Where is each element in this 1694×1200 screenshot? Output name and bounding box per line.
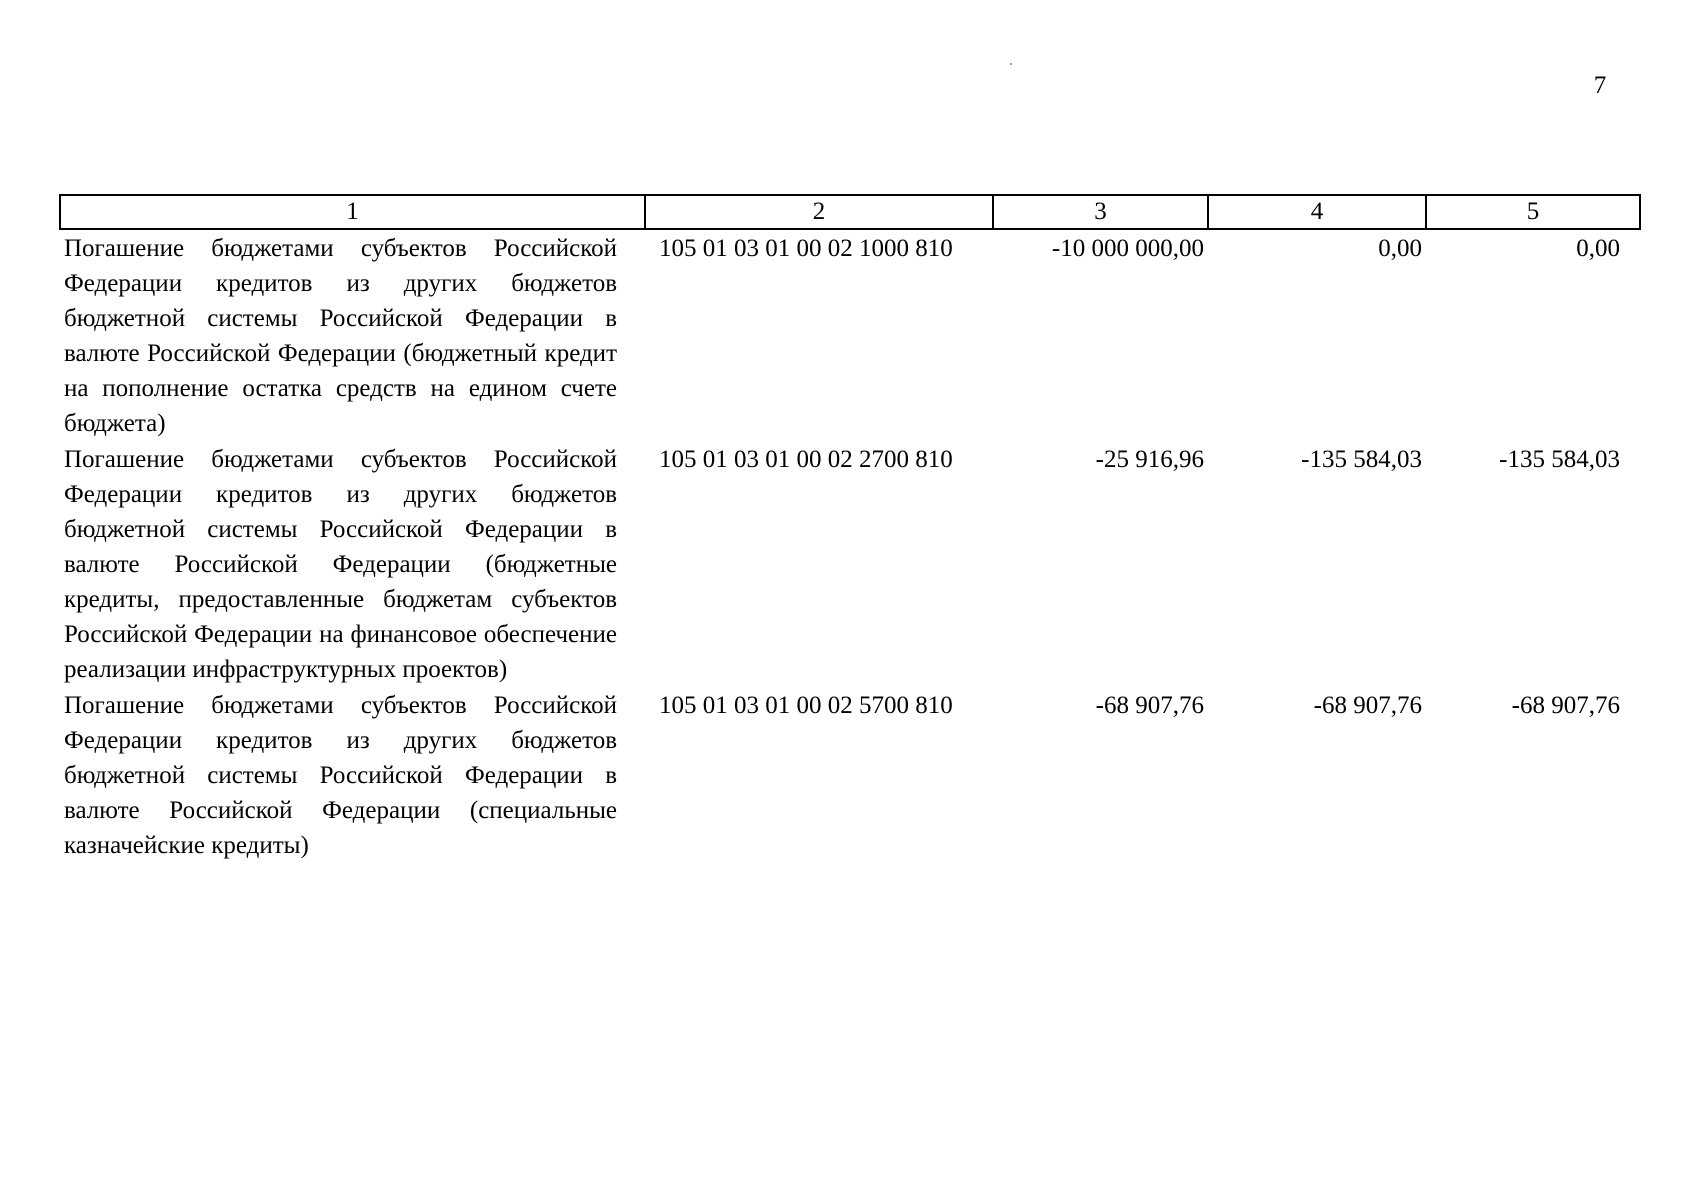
table-row <box>60 441 1640 687</box>
page-number: 7 <box>1593 72 1607 99</box>
table-row <box>60 687 1640 863</box>
table-row <box>60 229 1640 441</box>
table-body <box>60 229 1640 863</box>
header-col-3: 3 <box>993 195 1208 229</box>
row-value-col3: -25 916,96 <box>1095 446 1204 473</box>
budget-table <box>59 194 1641 863</box>
row-code: 105 01 03 01 00 02 5700 810 <box>659 692 953 719</box>
row-value-col5: 0,00 <box>1576 235 1620 262</box>
row-value-col4: -135 584,03 <box>1301 446 1422 473</box>
row-value-col4: -68 907,76 <box>1313 692 1422 719</box>
row-description: Погашение бюджетами субъектов Российской Федерации кредитов из других бюджетов бюджетной системы Российской Федерации в валюте Российской Федерации (бюджетный кредит на пополнение остатка средств на едином счете бюджета) <box>64 235 617 437</box>
row-value-col5: -135 584,03 <box>1499 446 1620 473</box>
row-code: 105 01 03 01 00 02 2700 810 <box>659 446 953 473</box>
header-col-2: 2 <box>645 195 993 229</box>
table-header <box>60 195 1640 229</box>
header-col-1: 1 <box>60 195 645 229</box>
row-value-col3: -68 907,76 <box>1095 692 1204 719</box>
row-code: 105 01 03 01 00 02 1000 810 <box>659 235 953 262</box>
row-value-col5: -68 907,76 <box>1511 692 1620 719</box>
row-value-col3: -10 000 000,00 <box>1051 235 1204 262</box>
scan-speck <box>1010 63 1012 65</box>
row-value-col4: 0,00 <box>1378 235 1422 262</box>
row-description: Погашение бюджетами субъектов Российской Федерации кредитов из других бюджетов бюджетной системы Российской Федерации в валюте Российской Федерации (бюджетные кредиты, предоставленные бюджетам субъектов Российской Федерации на финансовое обеспечение реализации инфраструктурных проектов) <box>64 446 617 683</box>
header-row <box>60 195 1640 229</box>
header-col-4: 4 <box>1208 195 1426 229</box>
header-col-5: 5 <box>1426 195 1640 229</box>
row-description: Погашение бюджетами субъектов Российской Федерации кредитов из других бюджетов бюджетной системы Российской Федерации в валюте Российской Федерации (специальные казначейские кредиты) <box>64 692 617 859</box>
